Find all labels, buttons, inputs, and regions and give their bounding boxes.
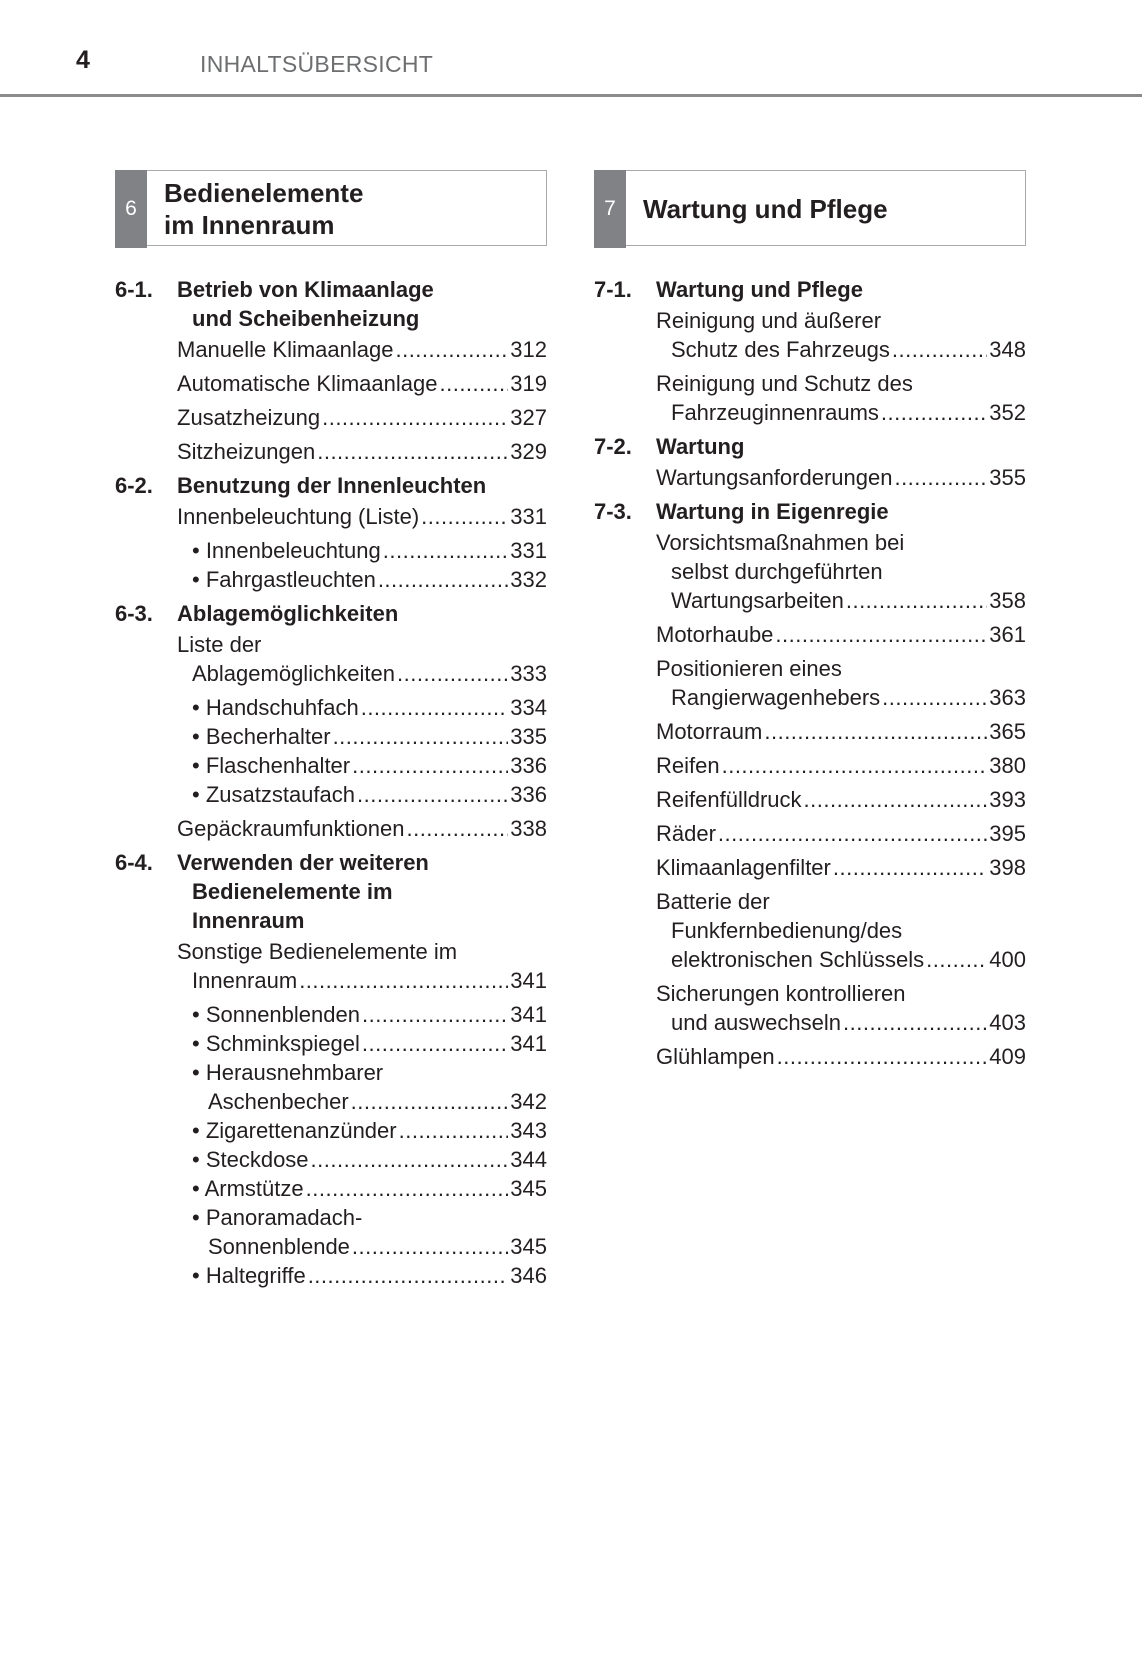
toc-entry[interactable] <box>115 814 547 843</box>
toc-entry[interactable] <box>115 369 547 398</box>
entry-label: Sitzheizungen <box>177 439 316 464</box>
page-number-ref: 355 <box>989 465 1026 490</box>
entry-label: Aschenbecher <box>208 1089 349 1114</box>
entry-label: Manuelle Klimaanlage <box>177 337 394 362</box>
toc-subentry[interactable] <box>115 751 547 780</box>
page-number: 4 <box>76 46 90 74</box>
toc-subentry[interactable] <box>115 693 547 722</box>
dot-leader <box>299 966 508 995</box>
toc-subentry[interactable] <box>115 1058 547 1116</box>
page-number-ref: 341 <box>510 1031 547 1056</box>
entry-label: • Becherhalter <box>192 724 331 749</box>
toc-subentry[interactable] <box>115 1000 547 1029</box>
toc-entry[interactable] <box>594 751 1026 780</box>
entry-label: Räder <box>656 821 716 846</box>
section-title: Benutzung der Innenleuchten <box>177 473 487 498</box>
dot-leader <box>352 751 508 780</box>
toc-entry[interactable] <box>594 1042 1026 1071</box>
entry-label: Reinigung und Schutz des <box>656 371 913 396</box>
dot-leader <box>308 1261 509 1290</box>
page-number-ref: 345 <box>510 1176 547 1201</box>
page-header <box>0 0 1142 100</box>
dot-leader <box>352 1232 508 1261</box>
entry-label: • Sonnenblenden <box>192 1002 360 1027</box>
dot-leader <box>718 819 987 848</box>
page-number-ref: 329 <box>510 439 547 464</box>
toc-subentry[interactable] <box>115 1029 547 1058</box>
entry-label: Motorhaube <box>656 622 774 647</box>
section-title: Ablagemöglichkeiten <box>177 601 399 626</box>
toc-entry[interactable] <box>594 785 1026 814</box>
toc-subentry[interactable] <box>115 722 547 751</box>
dot-leader <box>421 502 508 531</box>
page-number-ref: 344 <box>510 1147 547 1172</box>
page-number-ref: 358 <box>989 588 1026 613</box>
page-number-ref: 346 <box>510 1263 547 1288</box>
entry-label: • Innenbeleuchtung <box>192 538 381 563</box>
page-number-ref: 335 <box>510 724 547 749</box>
page-number-ref: 403 <box>989 1010 1026 1035</box>
dot-leader <box>894 463 987 492</box>
page-number-ref: 348 <box>989 337 1026 362</box>
dot-leader <box>764 717 987 746</box>
toc-section <box>115 848 547 1290</box>
dot-leader <box>383 536 509 565</box>
entry-label: Rangierwagenhebers <box>671 685 881 710</box>
toc-entry[interactable] <box>115 630 547 688</box>
toc-section <box>594 275 1026 427</box>
chapter-6-column <box>115 170 547 1295</box>
dot-leader <box>804 785 988 814</box>
entry-label: Liste der <box>177 632 262 657</box>
dot-leader <box>317 437 508 466</box>
dot-leader <box>333 722 509 751</box>
page-number-ref: 333 <box>510 661 547 686</box>
entry-label: • Schminkspiegel <box>192 1031 360 1056</box>
entry-label: Funkfernbedienung/des <box>671 918 903 943</box>
entry-label: und auswechseln <box>671 1010 842 1035</box>
entry-label: Wartungsarbeiten <box>671 588 844 613</box>
entry-label: • Panoramadach- <box>192 1205 363 1230</box>
toc-entry[interactable] <box>594 306 1026 364</box>
section-heading[interactable] <box>594 432 1026 461</box>
section-heading[interactable] <box>115 275 547 333</box>
dot-leader <box>882 683 987 712</box>
entry-label: selbst durchgeführten <box>671 559 883 584</box>
dot-leader <box>306 1174 509 1203</box>
entry-label: Positionieren eines <box>656 656 842 681</box>
toc-list <box>594 275 1026 1071</box>
page-number-ref: 331 <box>510 538 547 563</box>
toc-entry[interactable] <box>594 528 1026 615</box>
dot-leader <box>722 751 988 780</box>
toc-subentry[interactable] <box>115 1116 547 1145</box>
entry-label: Reinigung und äußerer <box>656 308 882 333</box>
page-number-ref: 343 <box>510 1118 547 1143</box>
page-number-ref: 400 <box>989 947 1026 972</box>
entry-label: Sicherungen kontrollieren <box>656 981 906 1006</box>
entry-label: elektronischen Schlüssels <box>671 947 925 972</box>
dot-leader <box>361 693 509 722</box>
toc-subentry[interactable] <box>115 565 547 594</box>
toc-entry[interactable] <box>115 502 547 531</box>
section-number: 6-4. <box>115 850 153 875</box>
toc-entry[interactable] <box>594 654 1026 712</box>
dot-leader <box>322 403 508 432</box>
entry-label: Innenraum <box>192 968 298 993</box>
page-number-ref: 341 <box>510 1002 547 1027</box>
dot-leader <box>397 659 508 688</box>
page-number-ref: 332 <box>510 567 547 592</box>
entry-label: Sonstige Bedienelemente im <box>177 939 458 964</box>
dot-leader <box>777 1042 988 1071</box>
entry-label: Batterie der <box>656 889 770 914</box>
toc-subentry[interactable] <box>115 780 547 809</box>
page-number-ref: 312 <box>510 337 547 362</box>
dot-leader <box>362 1029 508 1058</box>
entry-label: Fahrzeuginnenraums <box>671 400 879 425</box>
page-number-ref: 363 <box>989 685 1026 710</box>
header-rule <box>0 94 1142 97</box>
entry-label: Automatische Klimaanlage <box>177 371 438 396</box>
chapter-number-tab: 6 <box>115 170 147 248</box>
dot-leader <box>892 335 987 364</box>
dot-leader <box>399 1116 509 1145</box>
toc-entry[interactable] <box>594 887 1026 974</box>
section-title: und Scheibenheizung <box>192 306 420 331</box>
page-number-ref: 361 <box>989 622 1026 647</box>
entry-label: Sonnenblende <box>208 1234 350 1259</box>
page-number-ref: 319 <box>510 371 547 396</box>
toc-section <box>115 275 547 466</box>
section-number: 6-3. <box>115 601 153 626</box>
dot-leader <box>311 1145 509 1174</box>
entry-label: Motorraum <box>656 719 763 744</box>
page-number-ref: 327 <box>510 405 547 430</box>
chapter-heading-box <box>115 170 547 246</box>
section-title: Innenraum <box>192 908 305 933</box>
dot-leader <box>362 1000 508 1029</box>
section-title: Wartung in Eigenregie <box>656 499 889 524</box>
toc-entry[interactable] <box>115 403 547 432</box>
dot-leader <box>846 586 987 615</box>
page-number-ref: 380 <box>989 753 1026 778</box>
dot-leader <box>378 565 508 594</box>
section-title: Bedienelemente im <box>192 879 393 904</box>
entry-label: • Armstütze <box>192 1176 304 1201</box>
entry-label: • Zusatzstaufach <box>192 782 356 807</box>
toc-subentry[interactable] <box>115 1261 547 1290</box>
section-number: 6-1. <box>115 277 153 302</box>
toc-entry[interactable] <box>115 437 547 466</box>
section-heading[interactable] <box>594 497 1026 526</box>
page-number-ref: 338 <box>510 816 547 841</box>
page-number-ref: 365 <box>989 719 1026 744</box>
dot-leader <box>775 620 987 649</box>
entry-label: • Flaschenhalter <box>192 753 351 778</box>
section-title: Wartung <box>656 434 745 459</box>
page-number-ref: 342 <box>510 1089 547 1114</box>
page-number-ref: 409 <box>989 1044 1026 1069</box>
toc-subentry[interactable] <box>115 536 547 565</box>
chapter-number-tab: 7 <box>594 170 626 248</box>
entry-label: • Fahrgastleuchten <box>192 567 376 592</box>
section-heading[interactable] <box>115 599 547 628</box>
toc-subentry[interactable] <box>115 1145 547 1174</box>
page-number-ref: 395 <box>989 821 1026 846</box>
toc-entry[interactable] <box>594 979 1026 1037</box>
dot-leader <box>439 369 508 398</box>
entry-label: Glühlampen <box>656 1044 775 1069</box>
chapter-title: Wartung und Pflege <box>643 194 888 224</box>
section-number: 7-2. <box>594 434 632 459</box>
entry-label: • Herausnehmbarer <box>192 1060 384 1085</box>
dot-leader <box>395 335 508 364</box>
section-heading[interactable] <box>115 848 547 935</box>
entry-label: Wartungsanforderungen <box>656 465 893 490</box>
entry-label: Schutz des Fahrzeugs <box>671 337 890 362</box>
entry-label: Reifen <box>656 753 720 778</box>
page-number-ref: 336 <box>510 753 547 778</box>
page-number-ref: 345 <box>510 1234 547 1259</box>
section-title: Betrieb von Klimaanlage <box>177 277 434 302</box>
page-number-ref: 352 <box>989 400 1026 425</box>
toc-entry[interactable] <box>115 937 547 995</box>
toc-entry[interactable] <box>594 717 1026 746</box>
entry-label: • Haltegriffe <box>192 1263 306 1288</box>
page-number-ref: 334 <box>510 695 547 720</box>
entry-label: Klimaanlagenfilter <box>656 855 831 880</box>
toc-subentry[interactable] <box>115 1203 547 1261</box>
dot-leader <box>406 814 508 843</box>
toc-section <box>115 471 547 594</box>
toc-list <box>115 275 547 1290</box>
page-number-ref: 398 <box>989 855 1026 880</box>
section-number: 7-1. <box>594 277 632 302</box>
toc-section <box>594 432 1026 492</box>
section-heading[interactable] <box>115 471 547 500</box>
toc-section <box>594 497 1026 1071</box>
dot-leader <box>833 853 987 882</box>
chapter-heading-box <box>594 170 1026 246</box>
page-number-ref: 393 <box>989 787 1026 812</box>
chapter-title: Bedienelemente im Innenraum <box>164 178 364 240</box>
section-number: 7-3. <box>594 499 632 524</box>
page-number-ref: 341 <box>510 968 547 993</box>
toc-subentry[interactable] <box>115 1174 547 1203</box>
toc-entry[interactable] <box>594 620 1026 649</box>
dot-leader <box>843 1008 987 1037</box>
section-title: Wartung und Pflege <box>656 277 863 302</box>
entry-label: Reifenfülldruck <box>656 787 802 812</box>
entry-label: Innenbeleuchtung (Liste) <box>177 504 420 529</box>
entry-label: Gepäckraumfunktionen <box>177 816 405 841</box>
section-number: 6-2. <box>115 473 153 498</box>
toc-entry[interactable] <box>594 463 1026 492</box>
entry-label: • Handschuhfach <box>192 695 359 720</box>
section-heading[interactable] <box>594 275 1026 304</box>
entry-label: Vorsichtsmaßnahmen bei <box>656 530 905 555</box>
dot-leader <box>351 1087 509 1116</box>
page-number-ref: 331 <box>510 504 547 529</box>
chapter-7-column <box>594 170 1026 1076</box>
toc-entry[interactable] <box>594 853 1026 882</box>
entry-label: Zusatzheizung <box>177 405 321 430</box>
toc-entry[interactable] <box>115 335 547 364</box>
dot-leader <box>881 398 987 427</box>
section-title: Verwenden der weiteren <box>177 850 429 875</box>
running-title: INHALTSÜBERSICHT <box>200 51 434 77</box>
entry-label: • Steckdose <box>192 1147 309 1172</box>
toc-section <box>115 599 547 843</box>
dot-leader <box>926 945 987 974</box>
entry-label: • Zigarettenanzünder <box>192 1118 397 1143</box>
toc-entry[interactable] <box>594 369 1026 427</box>
dot-leader <box>357 780 508 809</box>
entry-label: Ablagemöglichkeiten <box>192 661 396 686</box>
page-number-ref: 336 <box>510 782 547 807</box>
toc-entry[interactable] <box>594 819 1026 848</box>
